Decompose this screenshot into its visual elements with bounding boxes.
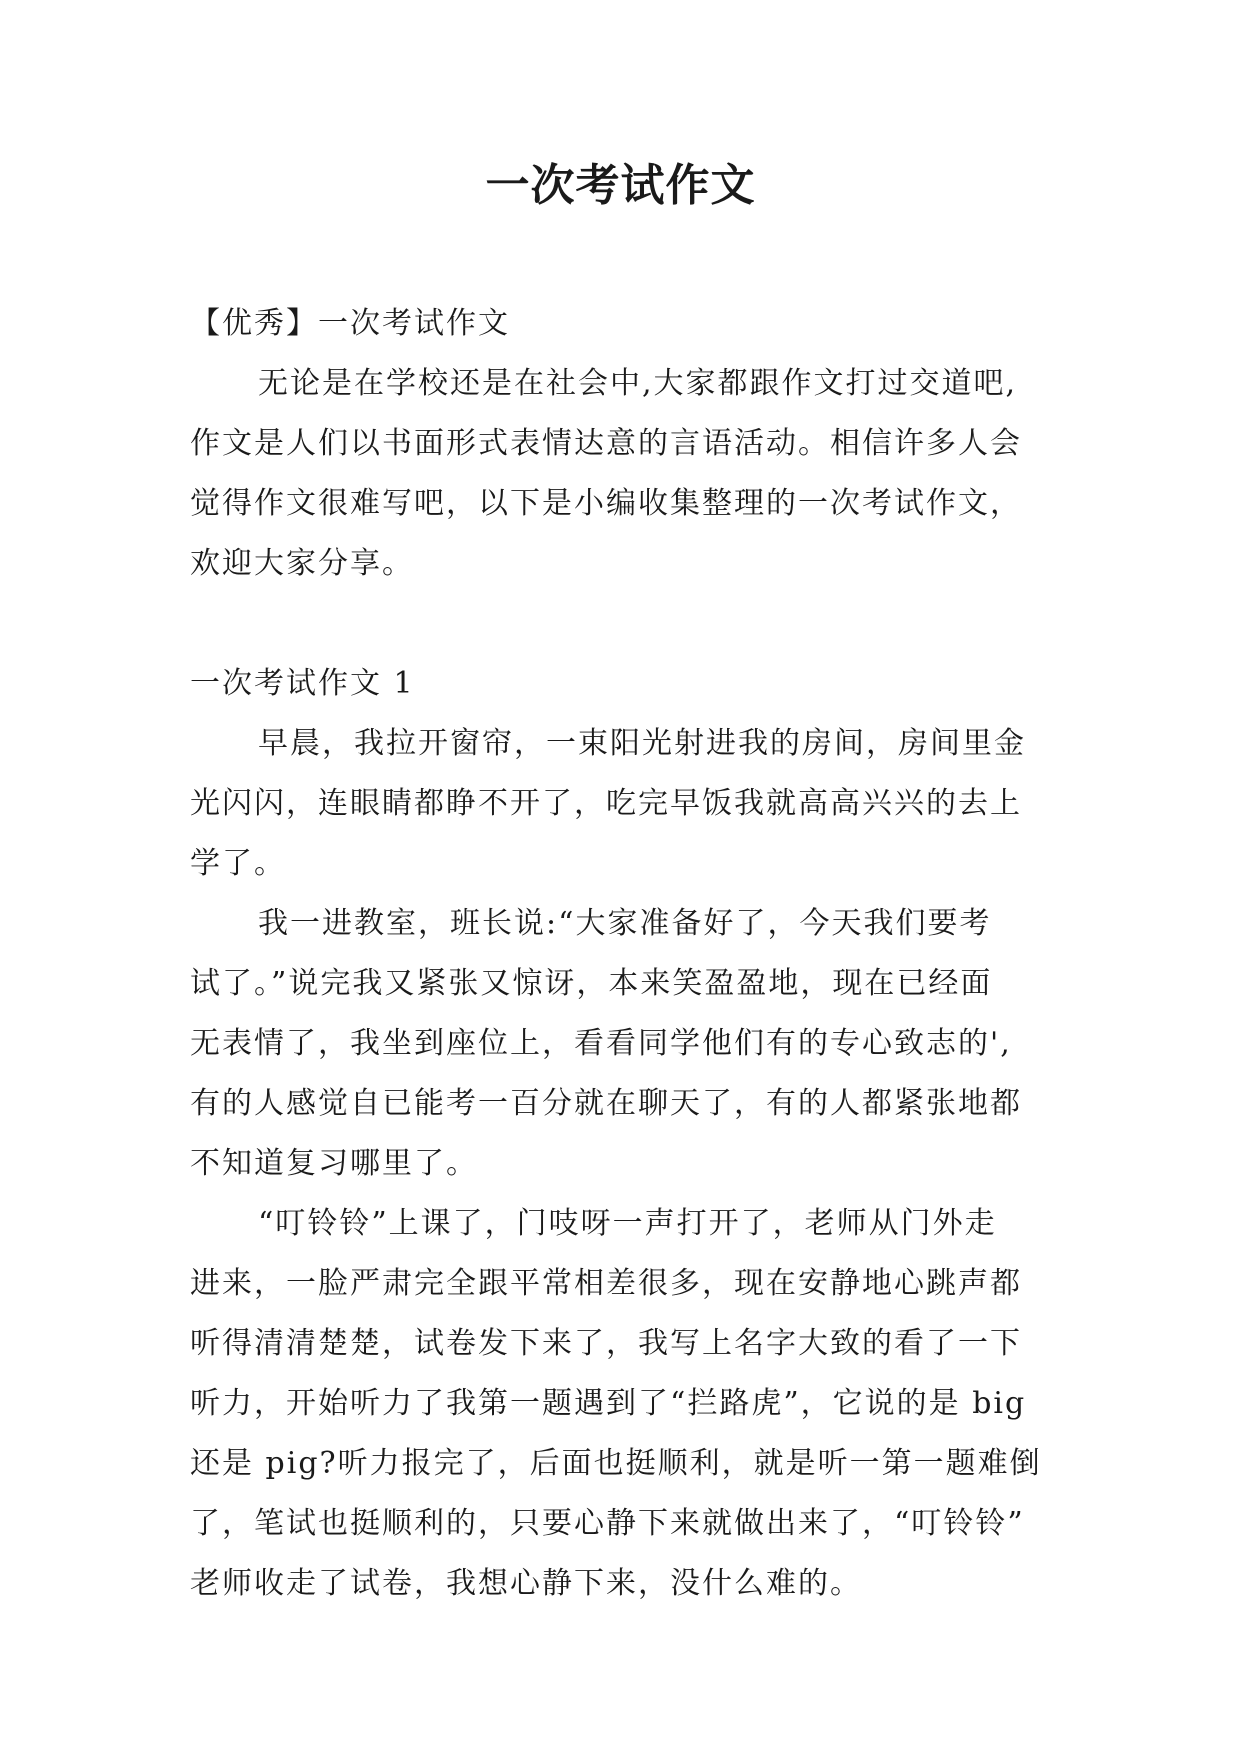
intro-line: 作文是人们以书面形式表情达意的言语活动。相信许多人会 xyxy=(190,426,1022,461)
document-body xyxy=(190,294,1080,1614)
paragraph-line: 听得清清楚楚，试卷发下来了，我写上名字大致的看了一下 xyxy=(190,1326,1022,1361)
paragraph-line: 听力，开始听力了我第一题遇到了“拦路虎”，它说的是 big xyxy=(190,1386,1027,1421)
paragraph-line: 老师收走了试卷，我想心静下来，没什么难的。 xyxy=(190,1566,862,1601)
paragraph-line: 有的人感觉自已能考一百分就在聊天了，有的人都紧张地都 xyxy=(190,1086,1022,1121)
document-title: 一次考试作文 xyxy=(485,160,756,211)
paragraph-line: 学了。 xyxy=(190,846,286,881)
paragraph-line: 不知道复习哪里了。 xyxy=(190,1146,478,1181)
paragraph-line: 了，笔试也挺顺利的，只要心静下来就做出来了，“叮铃铃” xyxy=(190,1506,1025,1541)
paragraph-line: 光闪闪，连眼睛都睁不开了，吃完早饭我就高高兴兴的去上 xyxy=(190,786,1022,821)
intro-line: 无论是在学校还是在社会中,大家都跟作文打过交道吧, xyxy=(258,366,1018,401)
paragraph-line: 早晨，我拉开窗帘，一束阳光射进我的房间，房间里金 xyxy=(258,726,1026,761)
paragraph-line: 试了。”说完我又紧张又惊讶，本来笑盈盈地，现在已经面 xyxy=(190,966,993,1001)
intro-line: 觉得作文很难写吧，以下是小编收集整理的一次考试作文， xyxy=(190,486,1022,521)
paragraph-line: 还是 pig?听力报完了，后面也挺顺利，就是听一第一题难倒 xyxy=(190,1446,1042,1481)
document-subtitle: 【优秀】一次考试作文 xyxy=(190,306,510,341)
paragraph-line: 进来，一脸严肃完全跟平常相差很多，现在安静地心跳声都 xyxy=(190,1266,1022,1301)
paragraph-line: 我一进教室，班长说:“大家准备好了，今天我们要考 xyxy=(258,906,992,941)
intro-line: 欢迎大家分享。 xyxy=(190,546,414,581)
paragraph-line: “叮铃铃”上课了，门吱呀一声打开了，老师从门外走 xyxy=(258,1206,997,1241)
section-gap xyxy=(190,594,1080,654)
paragraph-line: 无表情了，我坐到座位上，看看同学他们有的专心致志的', xyxy=(190,1026,1012,1061)
section-heading: 一次考试作文 1 xyxy=(190,666,415,701)
